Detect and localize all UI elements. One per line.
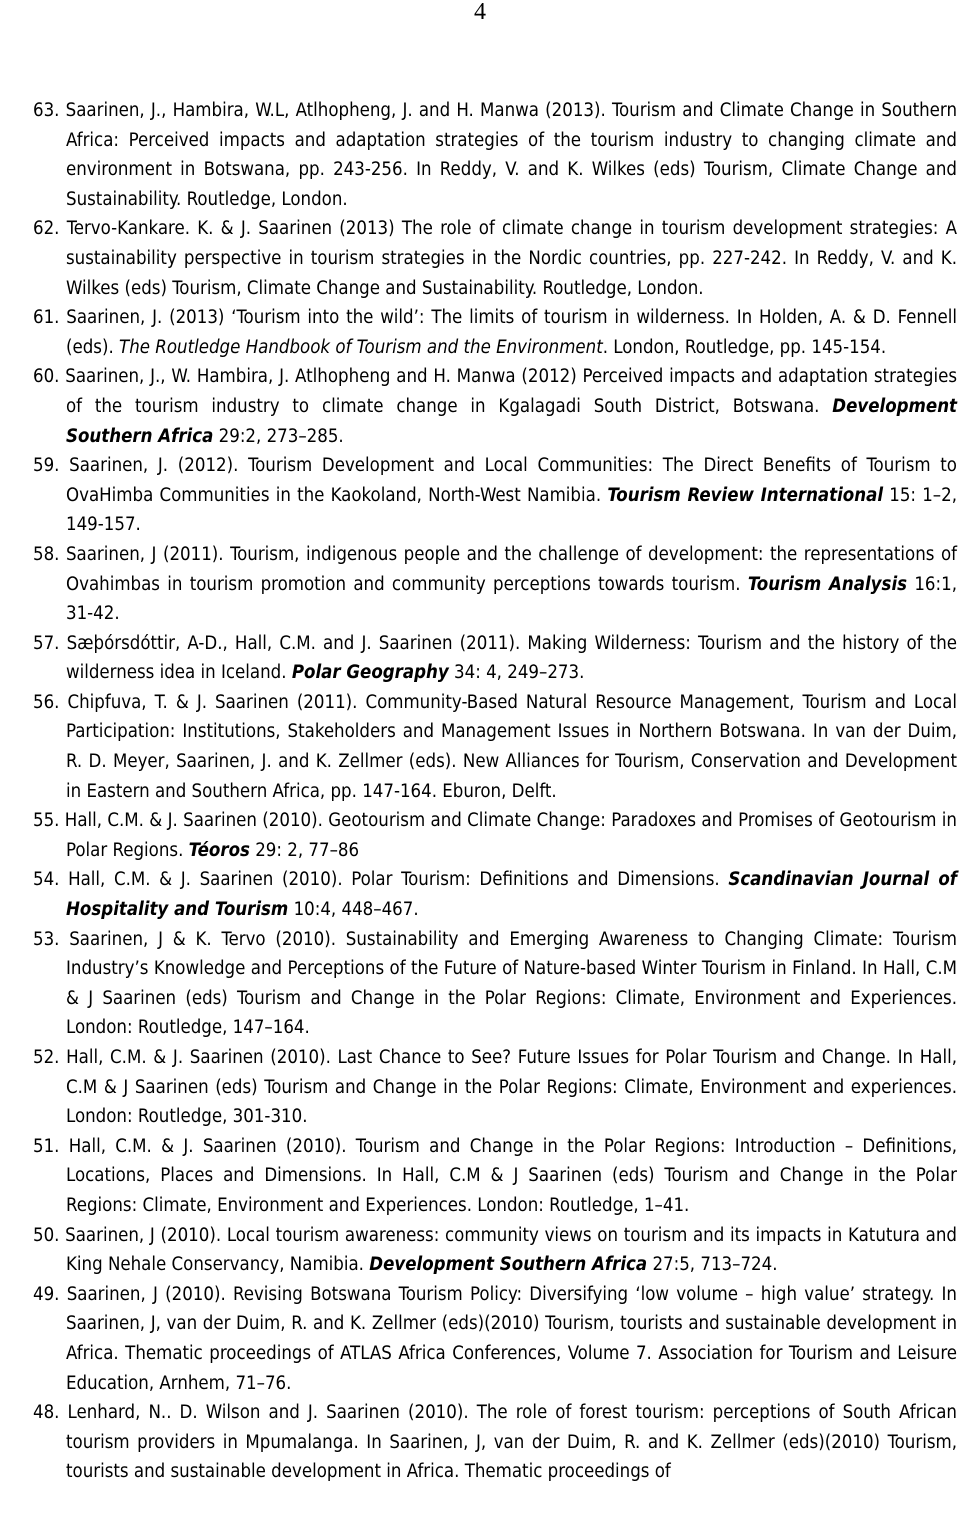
reference-entry-52 [33, 1043, 957, 1132]
reference-entry-59 [33, 451, 957, 540]
page-number: 4 [474, 0, 486, 25]
reference-text: 62. Tervo-Kankare. K. & J. Saarinen (2013) The role of climate change in tourism development strategies: A sustainability perspective in tourism strategies in the Nordic countries, pp. 227-242. In Reddy, V. and K. Wilkes (eds) Tourism, Climate Change and Sustainability. Routledge, London. [33, 218, 957, 299]
reference-text: 55. Hall, C.M. & J. Saarinen (2010). Geotourism and Climate Change: Paradoxes and Promises of Geotourism in Polar Regions. [33, 810, 957, 861]
reference-entry-54 [33, 865, 957, 924]
reference-entry-62 [33, 214, 957, 303]
reference-text: 63. Saarinen, J., Hambira, W.L, Atlhopheng, J. and H. Manwa (2013). Tourism and Climate Change in Southern Africa: Perceived impacts and adaptation strategies of the tourism industry to changing climate and environment in Botswana, pp. 243-256. In Reddy, V. and K. Wilkes (eds) Tourism, Climate Change and Sustainability. Routledge, London. [33, 100, 957, 210]
reference-entry-63 [33, 96, 957, 214]
reference-journal-title: The Routledge Handbook of Tourism and the Environment [119, 336, 603, 358]
reference-entry-60 [33, 362, 957, 451]
reference-text: 58. Saarinen, J (2011). Tourism, indigenous people and the challenge of development: the representations of Ovahimbas in tourism promotion and community perceptions towards tourism. [33, 543, 957, 595]
reference-text: 52. Hall, C.M. & J. Saarinen (2010). Last Chance to See? Future Issues for Polar Tourism and Change. In Hall, C.M & J Saarinen (eds) Tourism and Change in the Polar Regions: Climate, Environment and experiences. London: Routledge, 301-310. [33, 1047, 957, 1128]
reference-text: 15: 1–2, 149-157. [66, 484, 957, 536]
reference-text: 34: 4, 249–273. [448, 662, 585, 684]
reference-journal-title: Scandinavian Journal of Hospitality and Tourism [66, 869, 957, 921]
reference-text: 57. Sæþórsdóttir, A-D., Hall, C.M. and J. Saarinen (2011). Making Wilderness: Tourism and the history of the wilderness idea in Iceland. [33, 632, 957, 684]
reference-entry-57 [33, 629, 957, 688]
reference-text: 48. Lenhard, N.. D. Wilson and J. Saarinen (2010). The role of forest tourism: perceptions of South African tourism providers in Mpumalanga. In Saarinen, J, van der Duim, R. and K. Zellmer (eds)(2010) Tourism, tourists and sustainable development in Africa. Thematic proceedings of [33, 1402, 957, 1483]
reference-text: 59. Saarinen, J. (2012). Tourism Development and Local Communities: The Direct Benefits of Tourism to OvaHimba Communities in the Kaokoland, North-West Namibia. [33, 455, 957, 506]
reference-text: 29:2, 273–285. [213, 425, 344, 447]
reference-journal-title: Polar Geography [291, 662, 449, 684]
reference-text: 50. Saarinen, J (2010). Local tourism awareness: community views on tourism and its impacts in Katutura and King Nehale Conservancy, Namibia. [33, 1224, 957, 1276]
reference-text: 29: 2, 77–86 [249, 839, 360, 861]
reference-entry-51 [33, 1132, 957, 1221]
reference-journal-title: Tourism Review International [607, 484, 884, 506]
reference-journal-title: Development Southern Africa [66, 395, 957, 447]
reference-journal-title: Téoros [188, 839, 250, 861]
reference-journal-title: Tourism Analysis [747, 573, 908, 595]
reference-entry-61 [33, 303, 957, 362]
reference-text: 27:5, 713–724. [647, 1254, 778, 1276]
reference-list [33, 96, 957, 1487]
reference-text: 53. Saarinen, J & K. Tervo (2010). Sustainability and Emerging Awareness to Changing Climate: Tourism Industry’s Knowledge and Perceptions of the Future of Nature-based Winter Tourism in Finland. In Hall, C.M & J Saarinen (eds) Tourism and Change in the Polar Regions: Climate, Environment and Experiences. London: Routledge, 147–164. [33, 928, 957, 1039]
reference-entry-50 [33, 1221, 957, 1280]
reference-entry-56 [33, 688, 957, 806]
reference-text: 60. Saarinen, J., W. Hambira, J. Atlhopheng and H. Manwa (2012) Perceived impacts and adaptation strategies of the tourism industry to climate change in Kgalagadi South District, Botswana. [33, 366, 957, 417]
reference-entry-55 [33, 806, 957, 865]
reference-text: 56. Chipfuva, T. & J. Saarinen (2011). Community-Based Natural Resource Management, Tourism and Local Participation: Institutions, Stakeholders and Management Issues in Northern Botswana. In van der Duim, R. D. Meyer, Saarinen, J. and K. Zellmer (eds). New Alliances for Tourism, Conservation and Development in Eastern and Southern Africa, pp. 147-164. Eburon, Delft. [33, 691, 957, 802]
reference-entry-49 [33, 1280, 957, 1398]
reference-text: . London, Routledge, pp. 145-154. [602, 336, 887, 358]
reference-journal-title: Development Southern Africa [369, 1254, 648, 1276]
reference-entry-53 [33, 925, 957, 1043]
reference-entry-58 [33, 540, 957, 629]
reference-text: 49. Saarinen, J (2010). Revising Botswana Tourism Policy: Diversifying ‘low volume – high value’ strategy. In Saarinen, J, van der Duim, R. and K. Zellmer (eds)(2010) Tourism, tourists and sustainable development in Africa. Thematic proceedings of ATLAS Africa Conferences, Volume 7. Association for Tourism and Leisure Education, Arnhem, 71–76. [33, 1283, 957, 1394]
reference-text: 10:4, 448–467. [288, 899, 419, 921]
reference-text: 51. Hall, C.M. & J. Saarinen (2010). Tourism and Change in the Polar Regions: Introduction – Definitions, Locations, Places and Dimensions. In Hall, C.M & J Saarinen (eds) Tourism and Change in the Polar Regions: Climate, Environment and Experiences. London: Routledge, 1–41. [33, 1135, 957, 1216]
reference-text: 54. Hall, C.M. & J. Saarinen (2010). Polar Tourism: Definitions and Dimensions. [33, 869, 729, 891]
reference-text: 61. Saarinen, J. (2013) ‘Tourism into the wild’: The limits of tourism in wilderness. In Holden, A. & D. Fennell (eds). [33, 307, 957, 358]
reference-text: 16:1, 31-42. [66, 573, 957, 625]
reference-entry-48 [33, 1398, 957, 1487]
